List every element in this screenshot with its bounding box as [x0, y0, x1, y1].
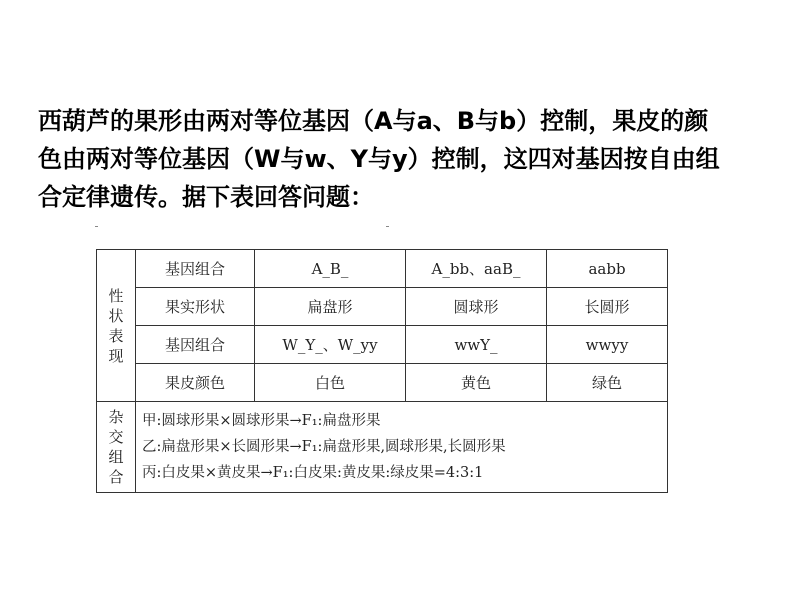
- table-row: [97, 250, 668, 288]
- cross-item: 甲:圆球形果×圆球形果→F₁:扁盘形果: [142, 413, 381, 429]
- row-header: 基因组合: [136, 250, 255, 288]
- table-row: [97, 326, 668, 364]
- cross-list: [136, 402, 668, 493]
- paragraph-line: 合定律遗传。据下表回答问题：: [38, 183, 374, 211]
- traits-label: 性 状 表 现: [97, 250, 136, 402]
- table-cell: A_B_: [255, 250, 406, 288]
- row-header: 果实形状: [136, 288, 255, 326]
- genotype-table: [96, 249, 668, 493]
- table-cell: aabb: [547, 250, 668, 288]
- table-row: [97, 402, 668, 493]
- row-header: 基因组合: [136, 326, 255, 364]
- table-row: [97, 288, 668, 326]
- cross-item: 乙:扁盘形果×长圆形果→F₁:扁盘形果,圆球形果,长圆形果: [142, 439, 506, 455]
- table-cell: 圆球形: [406, 288, 547, 326]
- table-row: [97, 364, 668, 402]
- row-header: 果皮颜色: [136, 364, 255, 402]
- table-cell: 白色: [255, 364, 406, 402]
- question-paragraph: [38, 102, 778, 216]
- table-cell: 扁盘形: [255, 288, 406, 326]
- cross-item: 丙:白皮果×黄皮果→F₁:白皮果:黄皮果:绿皮果=4:3:1: [142, 465, 484, 481]
- table-cell: W_Y_、W_yy: [255, 326, 406, 364]
- paragraph-line: 色由两对等位基因（W与w、Y与y）控制，这四对基因按自由组: [38, 145, 720, 173]
- table-cell: A_bb、aaB_: [406, 250, 547, 288]
- cross-label: 杂 交 组 合: [97, 402, 136, 493]
- crop-mark: [95, 226, 98, 227]
- table-cell: 黄色: [406, 364, 547, 402]
- crop-mark: [386, 226, 389, 227]
- table-cell: 长圆形: [547, 288, 668, 326]
- table-cell: wwyy: [547, 326, 668, 364]
- paragraph-line: 西葫芦的果形由两对等位基因（A与a、B与b）控制，果皮的颜: [38, 107, 709, 135]
- table-cell: 绿色: [547, 364, 668, 402]
- table-cell: wwY_: [406, 326, 547, 364]
